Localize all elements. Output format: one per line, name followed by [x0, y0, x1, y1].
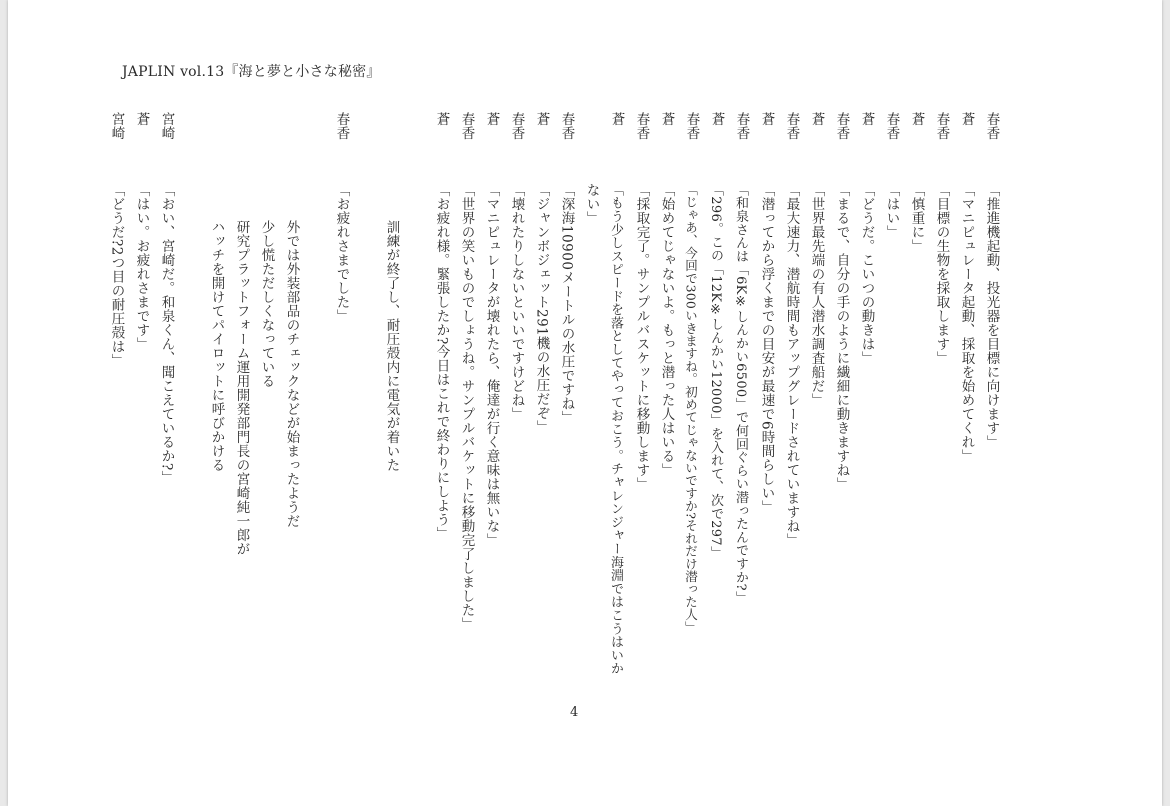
- speaker-label: 蒼: [483, 112, 500, 126]
- running-header: JAPLIN vol.13『海と夢と小さな秘密』: [122, 64, 381, 80]
- dialogue-line: 「目標の生物を採取します」: [933, 183, 950, 365]
- speaker-label: 春香: [883, 112, 900, 140]
- dialogue-line: 「世界最先端の有人潜水調査船だ」: [808, 183, 825, 407]
- speaker-label: 蒼: [908, 112, 925, 126]
- speaker-label: 蒼: [708, 112, 725, 126]
- dialogue-line: 「はい。お疲れさまです」: [133, 183, 150, 351]
- dialogue-line: 「お疲れさまでした」: [333, 183, 350, 323]
- dialogue-line: 「どうだ?2つ目の耐圧殻は」: [108, 183, 125, 368]
- dialogue-line: 「始めてじゃないよ。もっと潜った人はいる」: [658, 183, 675, 477]
- dialogue-line: 「採取完了。サンプルバスケットに移動します」: [633, 183, 650, 491]
- dialogue-line: 「おい、宮崎だ。和泉くん、聞こえているか?」: [158, 183, 175, 485]
- dialogue-line: 「推進機起動、投光器を目標に向けます」: [983, 183, 1000, 449]
- dialogue-line: 「はい」: [883, 183, 900, 239]
- dialogue-line: 「まるで、自分の手のように繊細に動きますね」: [833, 183, 850, 491]
- dialogue-line-continuation: ない」: [583, 183, 600, 225]
- speaker-label: 春香: [683, 112, 700, 140]
- dialogue-line: 「マニピュレータ起動、採取を始めてくれ」: [958, 183, 975, 463]
- dialogue-line: 「じゃあ、今回で300いきますね。初めてじゃないですか?それだけ潜った人」: [683, 183, 699, 634]
- dialogue-line: 「もう少しスピードを落としてやっておこう。チャレンジャー海淵ではこうはいか: [608, 183, 623, 676]
- speaker-label: 春香: [558, 112, 575, 140]
- page-number: 4: [570, 705, 579, 720]
- speaker-label: 蒼: [808, 112, 825, 126]
- speaker-label: 蒼: [533, 112, 550, 126]
- dialogue-line: 「お疲れ様。緊張したか?今日はこれで終わりにしよう」: [433, 183, 450, 541]
- speaker-label: 蒼: [133, 112, 150, 126]
- speaker-label: 春香: [633, 112, 650, 140]
- speaker-label: 蒼: [658, 112, 675, 126]
- speaker-label: 宮崎: [108, 112, 125, 140]
- dialogue-line: 「マニピュレータが壊れたら、俺達が行く意味は無いな」: [483, 183, 500, 547]
- speaker-label: 春香: [458, 112, 475, 140]
- speaker-label: 春香: [983, 112, 1000, 140]
- dialogue-line: 「296。この「12K※しんかい12000」を入れて、次で297」: [708, 183, 723, 560]
- speaker-label: 蒼: [608, 112, 625, 126]
- dialogue-line: 「和泉さんは「6K※しんかい6500」で何回ぐらい潜ったんですか?」: [733, 183, 748, 605]
- speaker-label: 春香: [508, 112, 525, 140]
- dialogue-line: 「世界の笑いものでしょうね。サンプルバケットに移動完了しました」: [458, 183, 475, 631]
- narration-line: 少し慌ただしくなっている: [258, 220, 275, 388]
- speaker-label: 春香: [733, 112, 750, 140]
- speaker-label: 蒼: [758, 112, 775, 126]
- dialogue-line: 「最大速力、潜航時間もアップグレードされていますね」: [783, 183, 800, 547]
- dialogue-line: 「ジャンボジェット291機の水圧だぞ」: [533, 183, 550, 435]
- narration-line: ハッチを開けてパイロットに呼びかける: [208, 220, 225, 472]
- speaker-label: 蒼: [433, 112, 450, 126]
- speaker-label: 蒼: [858, 112, 875, 126]
- dialogue-line: 「壊れたりしないといいですけどね」: [508, 183, 525, 421]
- speaker-label: 春香: [933, 112, 950, 140]
- dialogue-line: 「慎重に」: [908, 183, 925, 253]
- speaker-label: 春香: [783, 112, 800, 140]
- document-page: [8, 0, 1162, 806]
- narration-line: 外では外装部品のチェックなどが始まったようだ: [283, 220, 300, 528]
- speaker-label: 宮崎: [158, 112, 175, 140]
- narration-line: 研究プラットフォーム運用開発部門長の宮崎純一郎が: [233, 220, 250, 556]
- speaker-label: 春香: [833, 112, 850, 140]
- dialogue-line: 「潜ってから浮くまでの目安が最速で6時間らしい」: [758, 183, 775, 515]
- dialogue-line: 「深海10900メートルの水圧ですね」: [558, 183, 575, 425]
- speaker-label: 蒼: [958, 112, 975, 126]
- narration-line: 訓練が終了し、耐圧殻内に電気が着いた: [383, 220, 400, 472]
- dialogue-line: 「どうだ。こいつの動きは」: [858, 183, 875, 365]
- speaker-label: 春香: [333, 112, 350, 140]
